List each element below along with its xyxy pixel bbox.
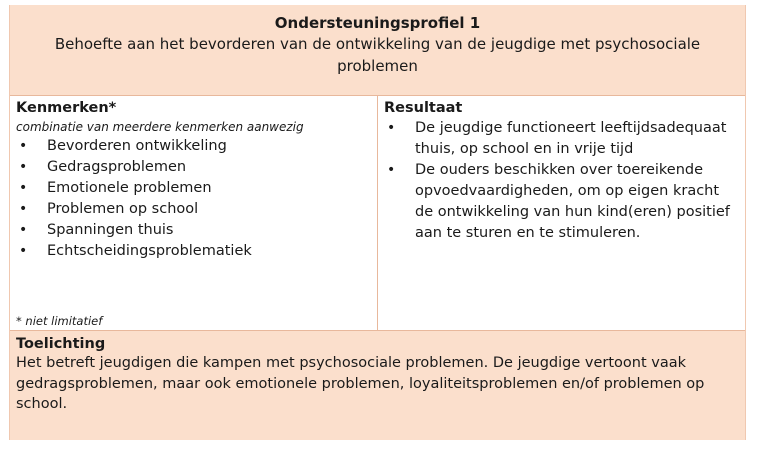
kenmerken-footnote: * niet limitatief bbox=[16, 314, 103, 328]
profile-body bbox=[10, 96, 745, 331]
resultaat-item-label: De ouders beschikken over toereikende opvoedvaardigheden, om op eigen kracht de ontwikkeling van hun kind(eren) positief aan te sturen en te stimuleren. bbox=[415, 162, 730, 241]
resultaat-item bbox=[384, 160, 739, 244]
kenmerken-list bbox=[16, 136, 371, 262]
profile-title: Ondersteuningsprofiel 1 bbox=[274, 14, 481, 32]
kenmerken-item-label: Emotionele problemen bbox=[47, 180, 212, 196]
bullet-icon: • bbox=[19, 180, 28, 196]
resultaat-list bbox=[384, 118, 739, 244]
bullet-icon: • bbox=[19, 138, 28, 154]
toelichting-section bbox=[10, 331, 745, 440]
resultaat-heading: Resultaat bbox=[384, 100, 463, 116]
kenmerken-item-label: Bevorderen ontwikkeling bbox=[47, 138, 227, 154]
kenmerken-item bbox=[16, 136, 371, 157]
bullet-icon: • bbox=[19, 243, 28, 259]
bullet-icon: • bbox=[387, 120, 396, 136]
toelichting-text: Het betreft jeugdigen die kampen met psychosociale problemen. De jeugdige vertoont vaak gedragsproblemen, maar ook emotionele problemen, loyaliteitsproblemen en/of problemen op school. bbox=[16, 355, 705, 412]
kenmerken-item bbox=[16, 220, 371, 241]
resultaat-item bbox=[384, 118, 739, 160]
resultaat-section bbox=[378, 96, 745, 330]
bullet-icon: • bbox=[387, 162, 396, 178]
kenmerken-item-label: Gedragsproblemen bbox=[47, 159, 187, 175]
kenmerken-item bbox=[16, 157, 371, 178]
kenmerken-note: combinatie van meerdere kenmerken aanwezig bbox=[16, 120, 304, 134]
bullet-icon: • bbox=[19, 159, 28, 175]
toelichting-heading: Toelichting bbox=[16, 336, 106, 352]
bullet-icon: • bbox=[19, 222, 28, 238]
profile-subtitle: Behoefte aan het bevorderen van de ontwikkeling van de jeugdige met psychosociale problemen bbox=[54, 35, 701, 75]
kenmerken-section bbox=[10, 96, 378, 330]
profile-header bbox=[10, 5, 745, 96]
bullet-icon: • bbox=[19, 201, 28, 217]
kenmerken-item-label: Problemen op school bbox=[47, 201, 199, 217]
profile-card bbox=[9, 5, 746, 440]
kenmerken-heading: Kenmerken* bbox=[16, 100, 117, 116]
kenmerken-item-label: Echtscheidingsproblematiek bbox=[47, 243, 252, 259]
resultaat-item-label: De jeugdige functioneert leeftijdsadequaat thuis, op school en in vrije tijd bbox=[415, 120, 727, 157]
kenmerken-item-label: Spanningen thuis bbox=[47, 222, 174, 238]
kenmerken-item bbox=[16, 241, 371, 262]
kenmerken-item bbox=[16, 199, 371, 220]
kenmerken-item bbox=[16, 178, 371, 199]
